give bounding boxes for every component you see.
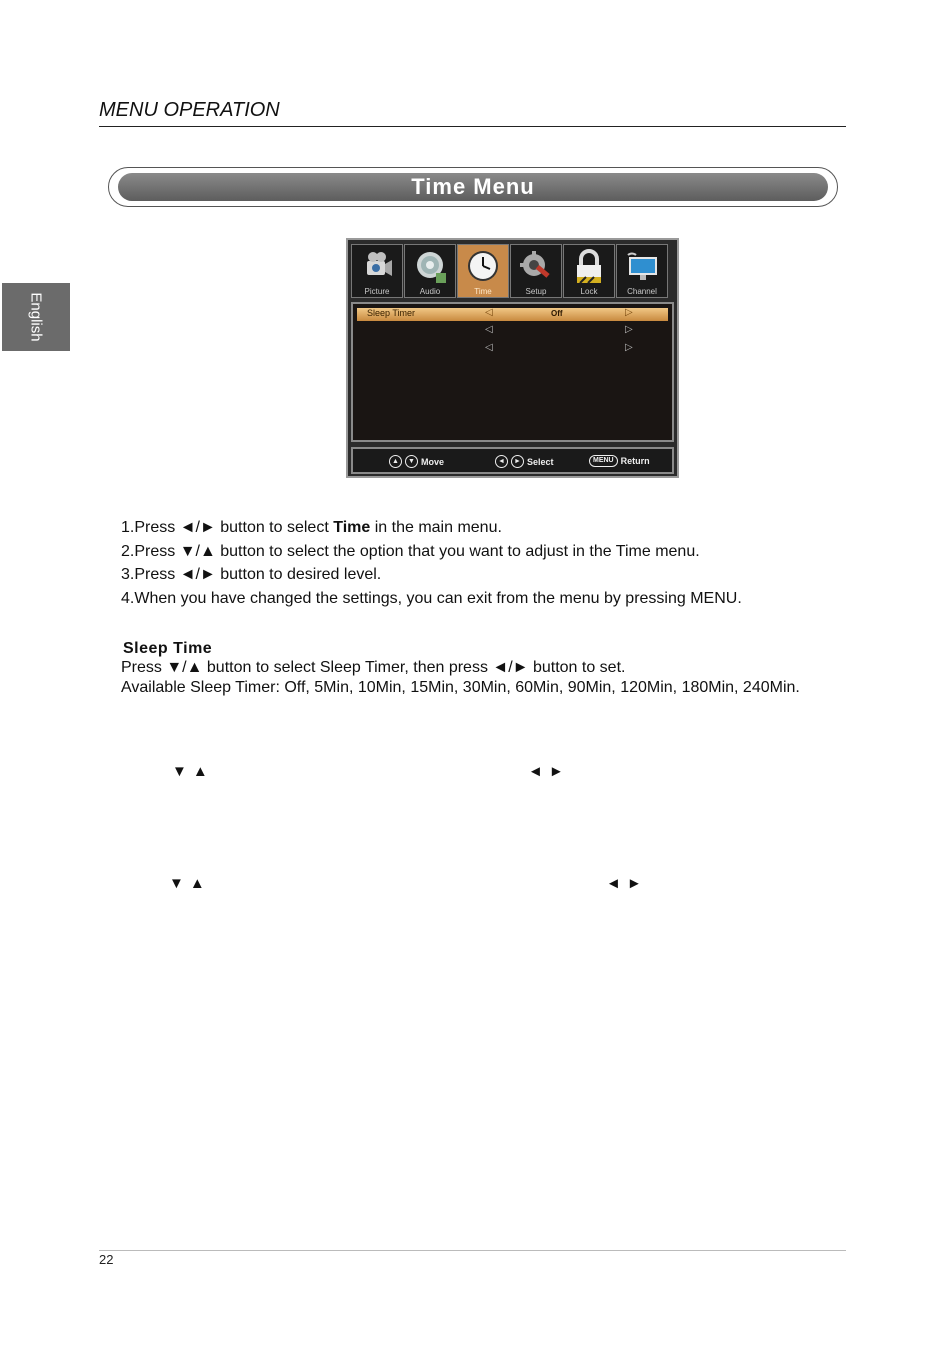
help-return-label: Return <box>620 456 650 466</box>
left-button-icon: ◄ <box>495 455 508 468</box>
camera-icon <box>359 249 395 290</box>
sleep-time-line-1: Press ▼/▲ button to select Sleep Timer, then press ◄/► button to set. <box>121 659 626 676</box>
instruction-step-2: 2.Press ▼/▲ button to select the option that you want to adjust in the Time menu. <box>121 543 700 560</box>
tv-osd-screenshot <box>346 238 679 478</box>
time-menu-banner <box>108 167 838 207</box>
osd-tab-label: Time <box>474 287 492 296</box>
right-arrow-icon: ▷ <box>625 307 633 318</box>
footer-rule <box>99 1250 846 1251</box>
left-right-arrows-icon: ◄► <box>606 875 648 892</box>
section-title: MENU OPERATION <box>99 99 280 121</box>
osd-row-value: Off <box>551 309 563 318</box>
down-up-arrows-icon: ▼▲ <box>172 763 214 780</box>
header-rule <box>99 126 846 127</box>
right-arrow-icon: ▷ <box>625 342 633 353</box>
step1-text: 1.Press ◄/► button to select <box>121 519 334 536</box>
page-number: 22 <box>99 1252 114 1267</box>
osd-row[interactable] <box>357 343 668 356</box>
clock-icon <box>465 249 501 290</box>
osd-tab-lock[interactable] <box>563 244 615 298</box>
right-button-icon: ► <box>511 455 524 468</box>
language-label: English <box>27 292 45 342</box>
osd-tab-audio[interactable] <box>404 244 456 298</box>
help-move <box>389 455 444 468</box>
help-return <box>589 455 650 467</box>
osd-tab-label: Audio <box>419 287 441 296</box>
help-select <box>495 455 554 468</box>
osd-row[interactable] <box>357 325 668 338</box>
osd-tab-label: Picture <box>364 287 390 296</box>
language-side-tab <box>2 283 70 351</box>
instruction-step-3: 3.Press ◄/► button to desired level. <box>121 566 382 583</box>
down-button-icon: ▼ <box>405 455 418 468</box>
osd-help-bar <box>351 447 674 474</box>
osd-tab-bar <box>351 244 668 298</box>
left-right-arrows-icon: ◄► <box>528 763 570 780</box>
osd-row-sleep-timer[interactable] <box>357 308 668 321</box>
lock-icon <box>571 249 607 290</box>
osd-row-name: Sleep Timer <box>367 308 416 318</box>
left-arrow-icon: ◁ <box>485 324 493 335</box>
step1-bold: Time <box>333 519 371 536</box>
help-move-label: Move <box>421 456 445 467</box>
osd-tab-channel[interactable] <box>616 244 668 298</box>
osd-menu-list <box>351 302 674 442</box>
gear-icon <box>518 249 554 290</box>
monitor-icon <box>624 249 660 290</box>
osd-tab-time[interactable] <box>457 244 509 298</box>
instruction-step-1 <box>121 519 502 537</box>
sleep-time-heading: Sleep Time <box>123 640 213 657</box>
step1-text-end: in the main menu. <box>370 519 502 536</box>
menu-key-icon: MENU <box>589 455 618 467</box>
osd-tab-label: Channel <box>627 287 657 296</box>
right-arrow-icon: ▷ <box>625 324 633 335</box>
osd-tab-picture[interactable] <box>351 244 403 298</box>
up-button-icon: ▲ <box>389 455 402 468</box>
osd-tab-setup[interactable] <box>510 244 562 298</box>
sleep-time-line-2: Available Sleep Timer: Off, 5Min, 10Min, 15Min, 30Min, 60Min, 90Min, 120Min, 180Min, 240Min. <box>121 679 800 696</box>
speaker-icon <box>412 249 448 290</box>
left-arrow-icon: ◁ <box>485 307 493 318</box>
help-select-label: Select <box>527 456 554 467</box>
osd-tab-label: Lock <box>580 287 598 296</box>
instruction-step-4: 4.When you have changed the settings, you can exit from the menu by pressing MENU. <box>121 590 742 607</box>
osd-tab-label: Setup <box>525 287 547 296</box>
left-arrow-icon: ◁ <box>485 342 493 353</box>
banner-title: Time Menu <box>411 174 535 199</box>
down-up-arrows-icon: ▼▲ <box>169 875 211 892</box>
banner-bar <box>118 173 828 201</box>
